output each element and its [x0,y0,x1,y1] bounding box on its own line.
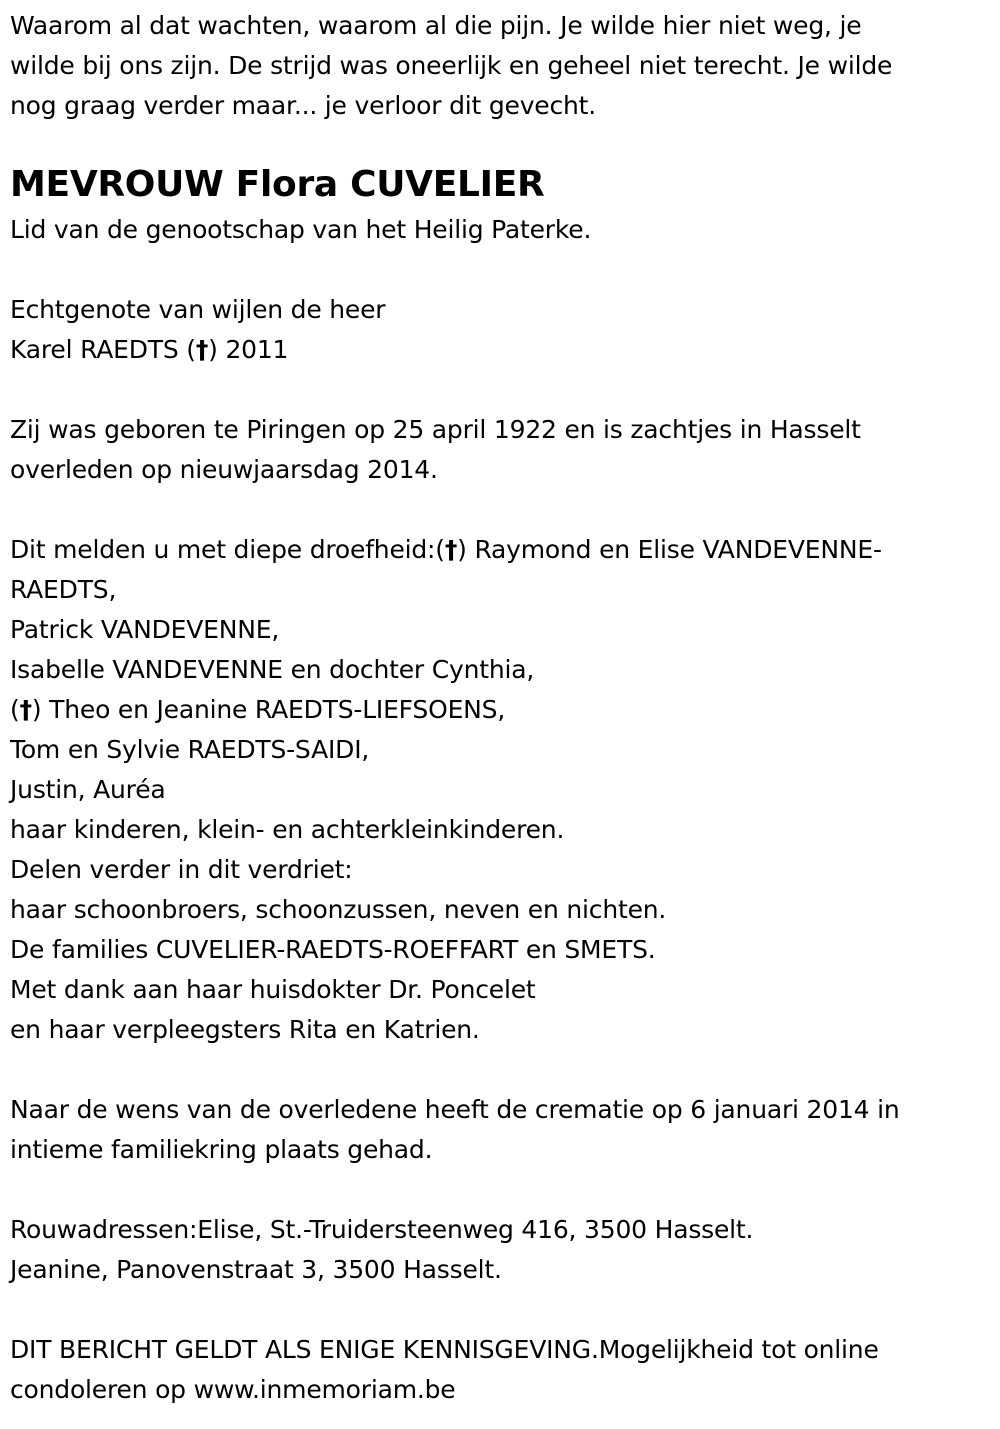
spouse-block [10,290,985,370]
spouse-intro: Echtgenote van wijlen de heer [10,295,386,324]
poem-line: Waarom al dat wachten, waarom al die pijn. Je wilde hier niet weg, je [10,11,862,40]
poem-line: nog graag verder maar... je verloor dit gevecht. [10,91,597,120]
address-line: Rouwadressen:Elise, St.-Truidersteenweg 416, 3500 Hasselt. [10,1215,754,1244]
obituary-notice [10,6,985,1410]
family-line: Justin, Auréa [10,775,166,804]
family-line: Isabelle VANDEVENNE en dochter Cynthia, [10,655,535,684]
family-line [10,690,985,730]
family-line: en haar verpleegsters Rita en Katrien. [10,1015,480,1044]
family-line: De families CUVELIER-RAEDTS-ROEFFART en SMETS. [10,935,656,964]
addresses-block [10,1210,985,1290]
cremation-line: intieme familiekring plaats gehad. [10,1135,433,1164]
family-line: Tom en Sylvie RAEDTS-SAIDI, [10,735,370,764]
family-line: Met dank aan haar huisdokter Dr. Poncelet [10,975,536,1004]
family-theo: ) Theo en Jeanine RAEDTS-LIEFSOENS, [31,695,506,724]
family-line: RAEDTS, [10,575,117,604]
deceased-name: MEVROUW Flora CUVELIER [10,164,545,205]
cross-icon: † [19,695,32,724]
family-intro: Dit melden u met diepe droefheid:( [10,535,445,564]
cross-icon: † [444,535,458,564]
paren-open: ( [10,695,20,724]
cremation-line: Naar de wens van de overledene heeft de crematie op 6 januari 2014 in [10,1095,900,1124]
family-intro-line [10,530,985,570]
birth-block [10,410,985,490]
spacer [10,1290,985,1330]
notice-line: condoleren op www.inmemoriam.be [10,1375,456,1404]
spacer [10,490,985,530]
birth-line: Zij was geboren te Piringen op 25 april 1922 en is zachtjes in Hasselt [10,415,861,444]
spouse-year: ) 2011 [208,335,289,364]
cremation-block [10,1090,985,1170]
spacer [10,1050,985,1090]
family-line: haar kinderen, klein- en achterkleinkinderen. [10,815,565,844]
birth-line: overleden op nieuwjaarsdag 2014. [10,455,438,484]
cross-icon: † [195,335,209,364]
spouse-name-line [10,330,985,370]
spacer [10,1170,985,1210]
poem-block [10,6,985,126]
family-first-names: ) Raymond en Elise VANDEVENNE- [457,535,882,564]
address-line: Jeanine, Panovenstraat 3, 3500 Hasselt. [10,1255,502,1284]
poem-line: wilde bij ons zijn. De strijd was oneerlijk en geheel niet terecht. Je wilde [10,51,893,80]
spacer [10,370,985,410]
spacer [10,250,985,290]
family-line: Patrick VANDEVENNE, [10,615,280,644]
notice-line: DIT BERICHT GELDT ALS ENIGE KENNISGEVING.Mogelijkheid tot online [10,1335,879,1364]
notice-block [10,1330,985,1410]
spouse-name: Karel RAEDTS ( [10,335,196,364]
membership-text: Lid van de genootschap van het Heilig Paterke. [10,215,592,244]
family-block [10,530,985,1050]
family-line: haar schoonbroers, schoonzussen, neven en nichten. [10,895,667,924]
family-line: Delen verder in dit verdriet: [10,855,353,884]
